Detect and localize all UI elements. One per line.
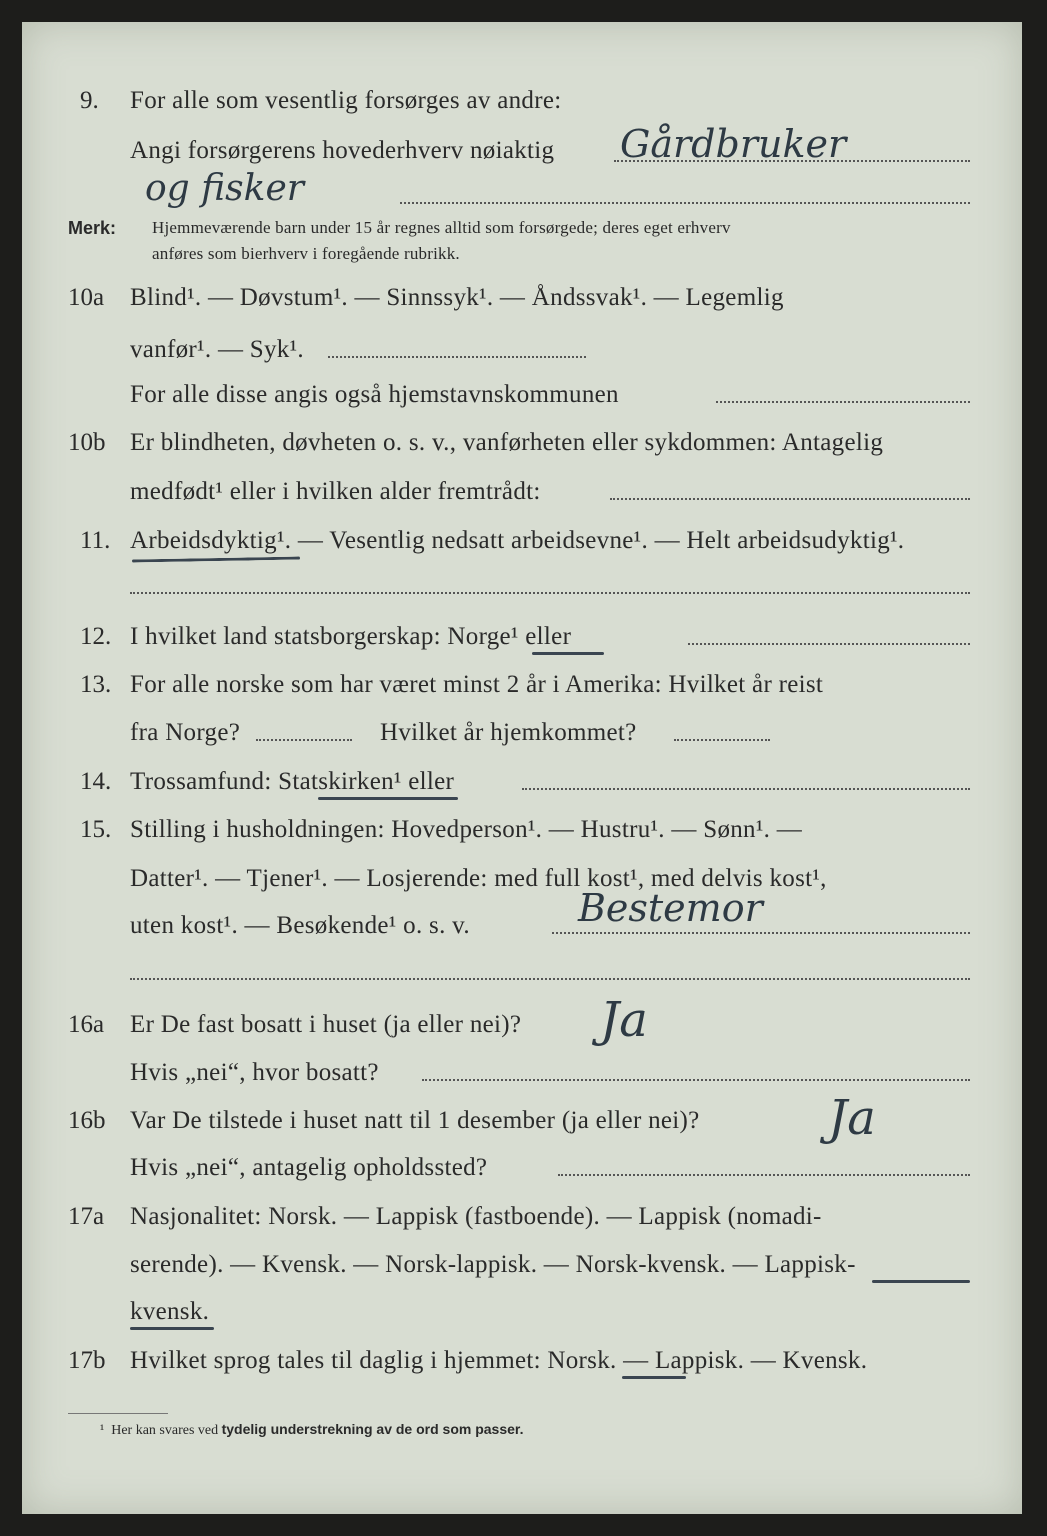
merk-line2: anføres som bierhverv i foregående rubrikk.: [152, 244, 460, 263]
q12-number: 12.: [80, 623, 112, 650]
q16b-handwritten-answer: Ja: [828, 1090, 876, 1146]
q16b-number: 16b: [68, 1107, 106, 1134]
q15-line3: uten kost¹. — Besøkende¹ o. s. v.: [130, 912, 470, 939]
q17a-underline-kvensk: [130, 1327, 214, 1330]
footnote: [100, 1420, 523, 1440]
q10a-dotted-line-1: [328, 356, 586, 358]
q13-line2a: fra Norge?: [130, 719, 241, 746]
q15-line1: Stilling i husholdningen: Hovedperson¹. — Hustru¹. — Sønn¹. —: [130, 816, 803, 843]
q10a-line3: For alle disse angis også hjemstavnskommunen: [130, 381, 619, 408]
q10b-line2: medfødt¹ eller i hvilken alder fremtrådt:: [130, 478, 541, 505]
footnote-rule: [68, 1413, 168, 1414]
merk-label: Merk:: [68, 218, 117, 238]
q16a-handwritten-answer: Ja: [600, 992, 648, 1048]
q16a-dotted-line: [422, 1079, 970, 1081]
q13-dotted-line-reist: [256, 739, 352, 741]
q10a-line1: Blind¹. — Døvstum¹. — Sinnssyk¹. — Åndssvak¹. — Legemlig: [130, 284, 784, 311]
q17a-line1: Nasjonalitet: Norsk. — Lappisk (fastboende). — Lappisk (nomadi-: [130, 1203, 822, 1230]
q10b-number: 10b: [68, 429, 106, 456]
q12-dotted-line: [688, 643, 970, 645]
q15-handwritten-answer: Bestemor: [578, 886, 763, 930]
q9-line1: For alle som vesentlig forsørges av andre:: [130, 87, 562, 114]
q10b-line1: Er blindheten, døvheten o. s. v., vanførheten eller sykdommen: Antagelig: [130, 429, 884, 456]
q11-number: 11.: [80, 527, 111, 554]
q17b-number: 17b: [68, 1347, 106, 1374]
q16b-line1: Var De tilstede i huset natt til 1 desember (ja eller nei)?: [130, 1107, 700, 1134]
q12-underline-norge: [532, 652, 604, 655]
q17a-line2: serende). — Kvensk. — Norsk-lappisk. — Norsk-kvensk. — Lappisk-: [130, 1251, 856, 1278]
q17b-underline-norsk: [622, 1376, 686, 1379]
q10b-dotted-line: [610, 498, 970, 500]
q16a-line1: Er De fast bosatt i huset (ja eller nei)?: [130, 1011, 522, 1038]
q17a-underline-lappisk: [872, 1280, 970, 1283]
q9-line2: Angi forsørgerens hovederhverv nøiaktig: [130, 137, 555, 164]
q14-underline-statskirken: [318, 797, 458, 800]
q13-number: 13.: [80, 671, 112, 698]
q10a-number: 10a: [68, 284, 105, 311]
q12-line1: I hvilket land statsborgerskap: Norge¹ eller: [130, 623, 572, 650]
q13-line2b: Hvilket år hjemkommet?: [380, 719, 637, 746]
q14-dotted-line: [522, 788, 970, 790]
q16a-line2: Hvis „nei“, hvor bosatt?: [130, 1059, 379, 1086]
q17b-line1: Hvilket sprog tales til daglig i hjemmet: Norsk. — Lappisk. — Kvensk.: [130, 1347, 868, 1374]
q15-dotted-line: [552, 932, 970, 934]
q11-line1: Arbeidsdyktig¹. — Vesentlig nedsatt arbeidsevne¹. — Helt arbeidsudyktig¹.: [130, 527, 905, 554]
q10a-line2: vanfør¹. — Syk¹.: [130, 336, 304, 363]
footnote-bold-text: tydelig understrekning av de ord som passer.: [221, 1421, 524, 1437]
q14-line1: Trossamfund: Statskirken¹ eller: [130, 768, 455, 795]
q11-dotted-line: [130, 592, 970, 594]
footnote-mark: ¹: [100, 1423, 105, 1438]
q9-handwritten-answer-2: og fisker: [145, 168, 304, 209]
q14-number: 14.: [80, 768, 112, 795]
q9-number: 9.: [80, 87, 99, 114]
q15-line2: Datter¹. — Tjener¹. — Losjerende: med full kost¹, med delvis kost¹,: [130, 865, 827, 892]
q16a-number: 16a: [68, 1011, 105, 1038]
q17a-number: 17a: [68, 1203, 105, 1230]
q15-number: 15.: [80, 816, 112, 843]
q15-dotted-line-2: [130, 978, 970, 980]
q17a-line3: kvensk.: [130, 1298, 210, 1325]
q16b-line2: Hvis „nei“, antagelig opholdssted?: [130, 1154, 488, 1181]
q16b-dotted-line: [558, 1174, 970, 1176]
q9-dotted-line-2: [400, 202, 970, 204]
footnote-text: Her kan svares ved: [111, 1423, 219, 1438]
q9-handwritten-answer: Gårdbruker: [620, 122, 847, 166]
merk-line1: Hjemmeværende barn under 15 år regnes alltid som forsørgede; deres eget erhverv: [152, 218, 731, 237]
q10a-dotted-line-2: [716, 401, 970, 403]
q13-line1: For alle norske som har været minst 2 år i Amerika: Hvilket år reist: [130, 671, 824, 698]
q13-dotted-line-hjem: [674, 739, 770, 741]
